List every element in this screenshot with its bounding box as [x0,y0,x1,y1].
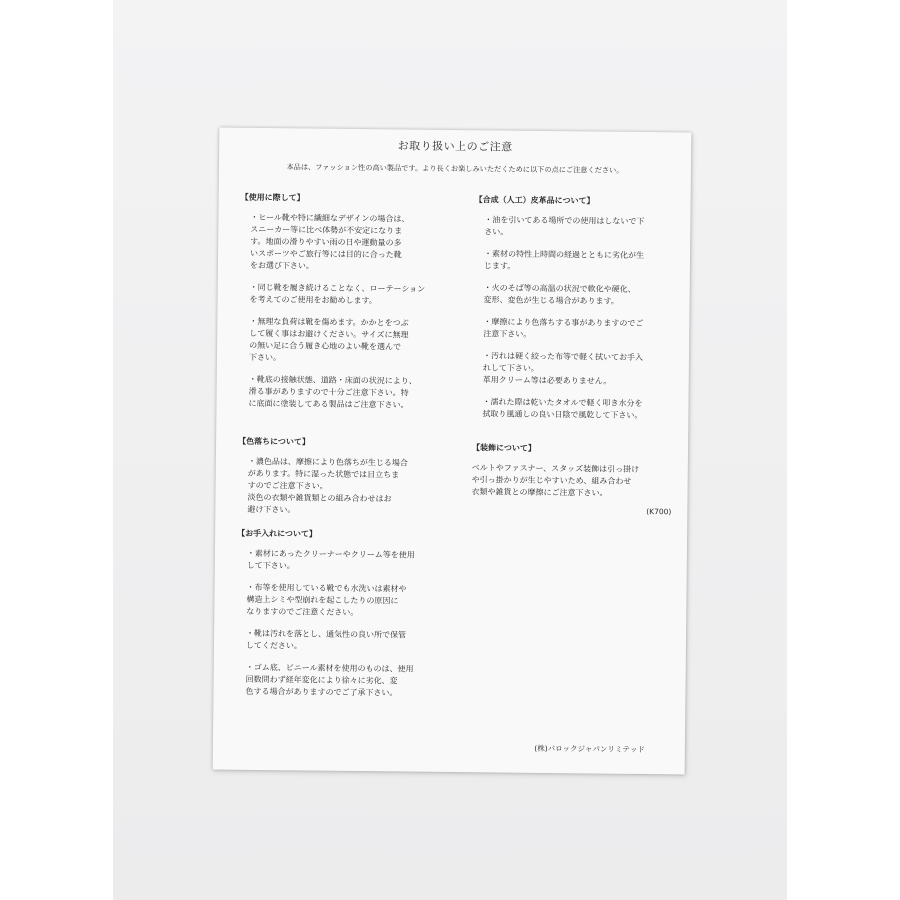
synthetic-leather-item: ・油を引いてある場所での使用はしないで下 さい。 [484,215,645,237]
decoration-text: ベルトやファスナー、スタッズ装飾は引っ掛け や引っ掛かりが生じやすいため、組み合わせ 衣類や雑貨との摩擦にご注意下さい。 [471,463,640,498]
usage-item: ・ヒール靴や特に繊細なデザインの場合は、 スニーカー等に比べ体勢が不安定になりま す。地面の滑りやすい雨の日や運動量の多 いスポーツやご旅行等には目的に合った靴 をお選び下さい。 [249,212,410,271]
company-name: (株)バロックジャパンリミテッド [534,743,645,755]
care-item: ・布等を使用している靴でも水洗いは素材や 構造上シミや型崩れを起こしたりの原因に なりますのでご注意ください。 [246,582,407,618]
section-synthetic-leather [472,194,674,422]
section-heading: 【使用に際して】 [240,192,305,203]
section-heading: 【色落ちについて】 [238,436,310,447]
usage-item: ・無理な負荷は靴を傷めます。かかとをつぶ して履く事はお避けください。サイズに無理 の無い足に合う履き心地のよい靴を選んで 下さい。 [248,316,409,363]
color-fading-item: ・濃色品は、摩擦により色落ちが生じる場合 があります。特に湿った状態では目立ちま すのでご注意下さい。 淡色の衣類や雑貨類との組み合わせはお 避け下さい。 [247,456,408,515]
synthetic-leather-item: ・素材の特性上時間の経過とともに劣化が生 じます。 [483,249,645,271]
care-item: ・靴は汚れを落とし、通気性の良い所で保管 してください。 [245,628,407,651]
synthetic-leather-item: ・火のそば等の高温の状況で軟化や硬化、 変形、変色が生じる場合があります。 [483,283,636,306]
right-column [471,194,674,528]
synthetic-leather-item: ・汚れは硬く絞った布等で軽く拭いてお手入 れして下さい。 革用クリーム等は必要ありません。 [482,351,644,386]
section-care [235,528,437,700]
section-heading: 【装飾について】 [471,443,536,453]
usage-item: ・靴底の接触状態、道路・床面の状況により、 滑る事がありますので十分ご注意下さい。特 に底面に塗装してある製品はご注意下さい。 [248,374,417,410]
section-color-fading [237,436,438,518]
section-heading: 【お手入れについて】 [237,528,318,539]
product-code: (K700) [646,507,672,517]
document-intro: 本品は、ファッション性の高い製品です。より長くお楽しみいただくために以下の点にご注意ください。 [286,162,624,175]
section-heading: 【合成（人工）皮革品について】 [474,195,595,206]
section-usage [238,192,440,412]
usage-item: ・同じ靴を履き続けることなく、ローテーション を考えてのご使用をお勧めします。 [249,282,426,306]
left-column [235,192,440,710]
care-item: ・素材にあったクリーナーやクリーム等を使用 して下さい。 [246,548,415,571]
synthetic-leather-item: ・濡れた際は乾いたタオルで軽く叩き水分を 拭取り風通しの良い日陰で風乾して下さい。 [482,397,643,420]
synthetic-leather-item: ・摩擦により色落ちする事がありますのでご 注意下さい。 [483,317,644,339]
care-instructions-sheet [213,128,692,775]
document-title: お取り扱い上のご注意 [397,139,513,154]
care-item: ・ゴム底、ビニール素材を使用のものは、使用 回数問わず経年変化により徐々に劣化、変 色する場合がありますのでご了承下さい。 [245,662,414,698]
section-decoration [471,442,672,518]
